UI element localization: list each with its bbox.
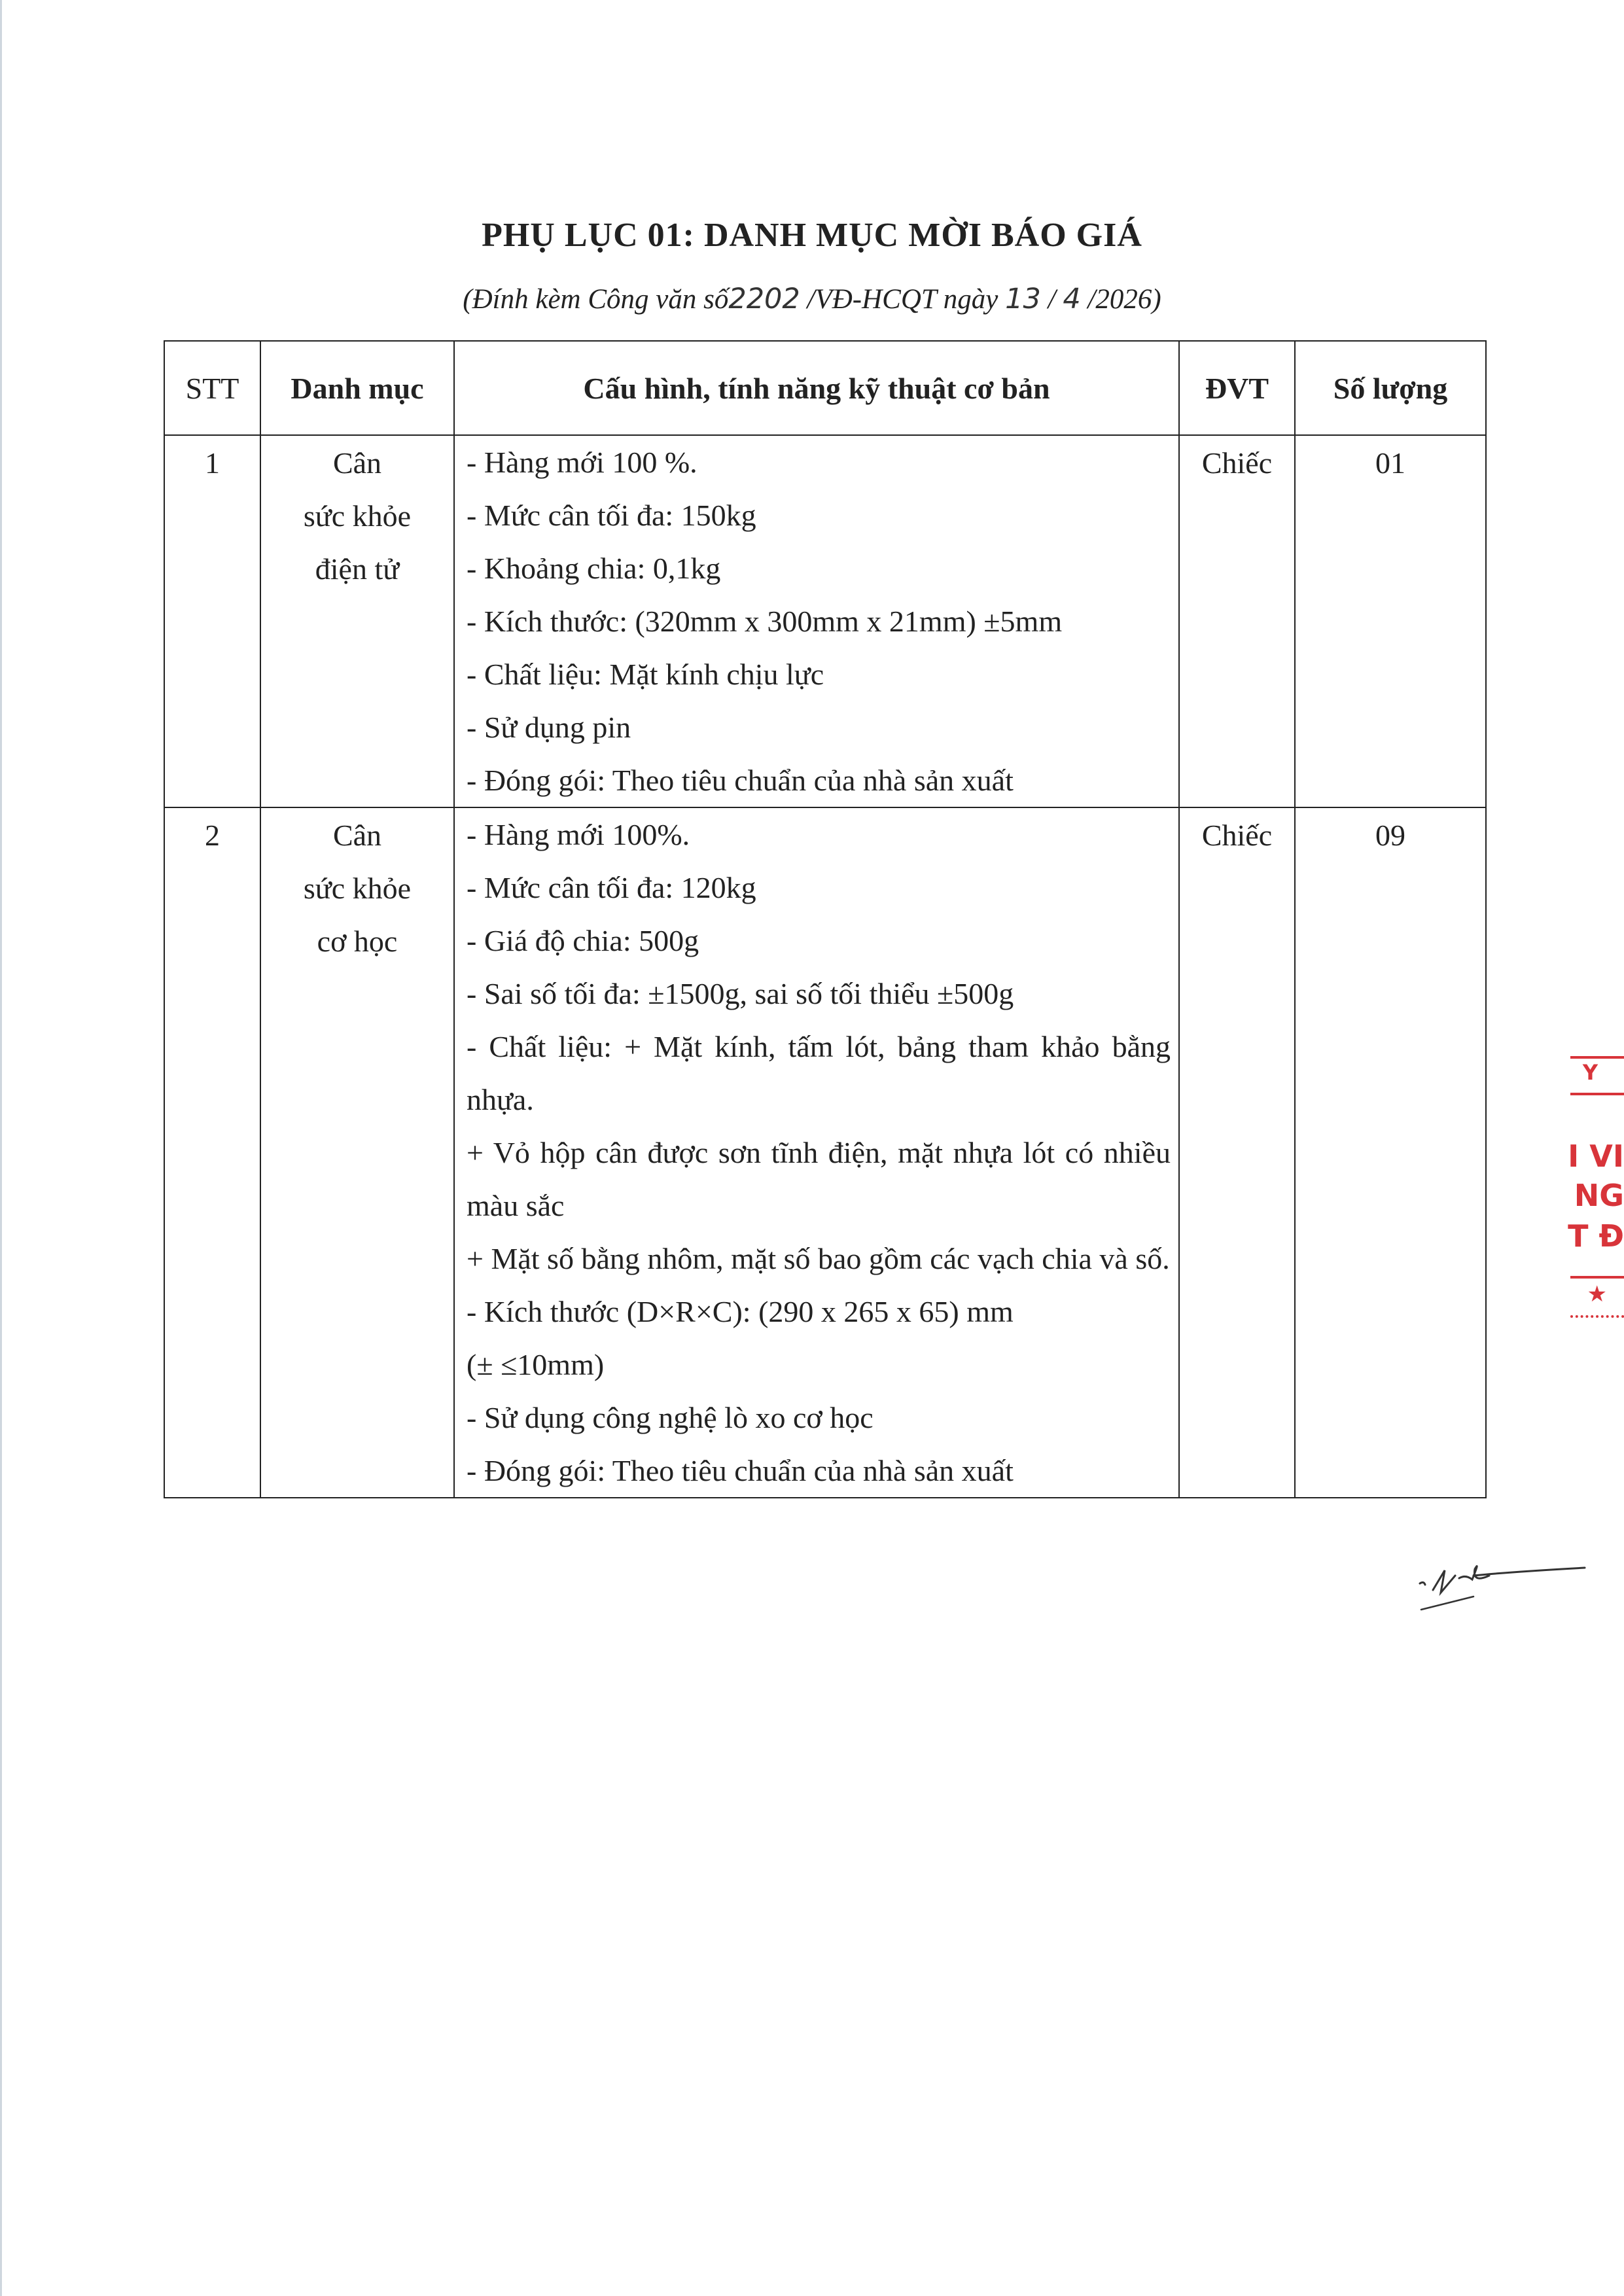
page-title: PHỤ LỤC 01: DANH MỤC MỜI BÁO GIÁ <box>482 217 1142 254</box>
row-unit: Chiếc <box>1179 435 1295 807</box>
stamp-text: Y <box>1582 1060 1598 1085</box>
spec-line: - Đóng gói: Theo tiêu chuẩn của nhà sản xuất <box>467 764 1014 797</box>
spec-line: + Mặt số bằng nhôm, mặt số bao gồm các vạch chia và số. <box>467 1242 1170 1275</box>
spec-line: - Kích thước: (320mm x 300mm x 21mm) ±5mm <box>467 605 1063 638</box>
header-quantity: Số lượng <box>1295 341 1486 435</box>
row-stt: 2 <box>164 807 260 1498</box>
document-day: 13 <box>1005 283 1041 315</box>
subtitle-middle: /VĐ-HCQT ngày <box>807 284 998 315</box>
spec-line: - Khoảng chia: 0,1kg <box>467 552 721 585</box>
stamp-arc <box>1570 1315 1624 1318</box>
subtitle-prefix: (Đính kèm Công văn số <box>463 284 729 315</box>
header-unit: ĐVT <box>1179 341 1295 435</box>
document-number: 2202 <box>728 283 800 315</box>
page-edge <box>0 0 2 2296</box>
category-line: sức khỏe <box>303 499 412 533</box>
stamp-arc <box>1570 1093 1624 1095</box>
stamp-arc <box>1570 1276 1624 1279</box>
table-row <box>164 807 1486 1498</box>
category-line: điện tử <box>315 552 400 586</box>
spec-line: (± ≤10mm) <box>467 1348 605 1381</box>
category-line: Cân <box>332 819 382 852</box>
stamp-text: T Đ <box>1568 1218 1624 1254</box>
spec-line: - Giá độ chia: 500g <box>467 924 699 957</box>
spec-line: - Chất liệu: Mặt kính chịu lực <box>467 658 824 691</box>
spec-line: - Mức cân tối đa: 120kg <box>467 871 756 904</box>
stamp-text: I VI <box>1568 1139 1624 1174</box>
row-category <box>260 435 454 807</box>
category-line: cơ học <box>317 925 398 958</box>
header-stt: STT <box>164 341 260 435</box>
spec-line: - Sử dụng pin <box>467 711 631 744</box>
row-spec <box>454 807 1179 1498</box>
quotation-table <box>164 340 1487 1498</box>
row-category <box>260 807 454 1498</box>
row-stt: 1 <box>164 435 260 807</box>
spec-line: - Đóng gói: Theo tiêu chuẩn của nhà sản xuất <box>467 1454 1014 1487</box>
row-quantity: 01 <box>1295 435 1486 807</box>
row-quantity: 09 <box>1295 807 1486 1498</box>
stamp-star-icon: ★ <box>1587 1281 1607 1307</box>
stamp-arc <box>1570 1056 1624 1059</box>
subtitle-suffix: /2026) <box>1087 284 1161 315</box>
table-row <box>164 435 1486 807</box>
spec-line: - Chất liệu: + Mặt kính, tấm lót, bảng tham khảo bằng nhựa. <box>467 1030 1171 1116</box>
document-month: 4 <box>1063 283 1081 315</box>
spec-line: - Mức cân tối đa: 150kg <box>467 499 756 532</box>
spec-line: - Hàng mới 100%. <box>467 818 690 851</box>
red-stamp-fragment <box>1557 1040 1624 1341</box>
category-line: sức khỏe <box>303 872 412 905</box>
spec-line: + Vỏ hộp cân được sơn tĩnh điện, mặt nhựa lót có nhiều màu sắc <box>467 1136 1171 1222</box>
handwritten-initials <box>1413 1544 1597 1623</box>
page-subtitle <box>0 283 1624 315</box>
header-spec: Cấu hình, tính năng kỹ thuật cơ bản <box>454 341 1179 435</box>
table-header-row <box>164 341 1486 435</box>
spec-line: - Sử dụng công nghệ lò xo cơ học <box>467 1401 874 1434</box>
row-spec <box>454 435 1179 807</box>
category-line: Cân <box>332 446 382 480</box>
stamp-text: NG <box>1574 1178 1624 1213</box>
header-category: Danh mục <box>260 341 454 435</box>
spec-line: - Kích thước (D×R×C): (290 x 265 x 65) mm <box>467 1295 1014 1328</box>
date-separator: / <box>1048 284 1056 315</box>
row-unit: Chiếc <box>1179 807 1295 1498</box>
spec-line: - Hàng mới 100 %. <box>467 446 697 479</box>
spec-line: - Sai số tối đa: ±1500g, sai số tối thiểu ±500g <box>467 977 1014 1010</box>
